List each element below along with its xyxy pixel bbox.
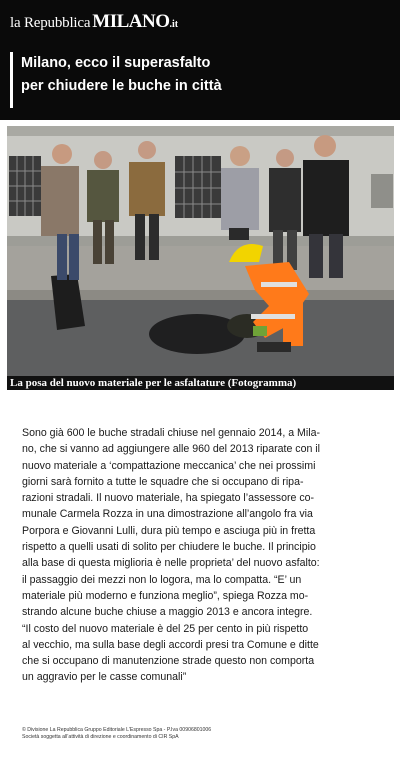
headline-block [10,52,393,108]
headline-line-2: per chiudere le buche in città [21,78,222,94]
headline-line-1: Milano, ecco il superasfalto [21,55,211,71]
article-line: giorni sarà fornito a tutte le squadre che si occupano di ripa- [22,475,304,488]
article-photo [7,126,394,376]
article-line: Porpora e Giovanni Lulli, dura più tempo e asciuga più in fretta [22,524,316,537]
masthead-city: MILANO [92,11,170,32]
copyright-line: © Divisione La Repubblica Gruppo Editoriale L’Espresso Spa - P.Iva 00906801006 [22,727,212,733]
photo-illustration [7,126,394,376]
article-line: materiale più moderno e funziona meglio”, spiega Rozza mo- [22,589,309,602]
article-line: che si occupano di manutenzione strade questo non comporta [22,655,315,668]
article-line: strando alcune buche chiuse a maggio 2013 e ancora integre. [22,606,313,619]
article-line: nuovo materiale a ‘compattazione meccanica’ che nei prossimi [22,459,316,472]
article-line: razioni stradali. Il nuovo materiale, ha spiegato l’assessore co- [22,492,315,505]
article-line: alla base di questa miglioria è nelle proprieta’ del nuovo asfalto: [22,557,320,570]
article-line: “Il costo del nuovo materiale è del 25 per cento in più rispetto [22,622,309,635]
article-line: al vecchio, ma sulla base degli accordi presi tra Comune e ditte [22,638,319,651]
masthead-domain-suffix: .it [169,19,179,30]
article-line: rispetto a quelli usati di solito per chiudere le buche. Il principio [22,541,316,554]
site-header [0,0,400,120]
article-line: il passaggio dei mezzi non lo logora, ma lo compatta. “E’ un [22,573,302,586]
headline [13,52,393,98]
photo-caption: La posa del nuovo materiale per le asfaltature (Fotogramma) [10,377,297,389]
article-body [22,425,378,686]
copyright-footer [22,727,322,741]
article-line: un aggravio per le casse comunali” [22,671,187,684]
masthead-publication: la Repubblica [10,15,91,31]
photo-caption-bar [7,376,394,390]
masthead-logo[interactable] [10,11,178,35]
ownership-line: Società soggetta all’attività di direzione e coordinamento di CIR SpA [22,734,179,740]
article-line: Sono già 600 le buche stradali chiuse nel gennaio 2014, a Mila- [22,427,321,439]
article-line: munale Carmela Rozza in una dimostrazione all’angolo fra via [22,508,313,521]
article-line: no, che si vanno ad aggiungere alle 960 del 2013 riparate con il [22,443,321,456]
